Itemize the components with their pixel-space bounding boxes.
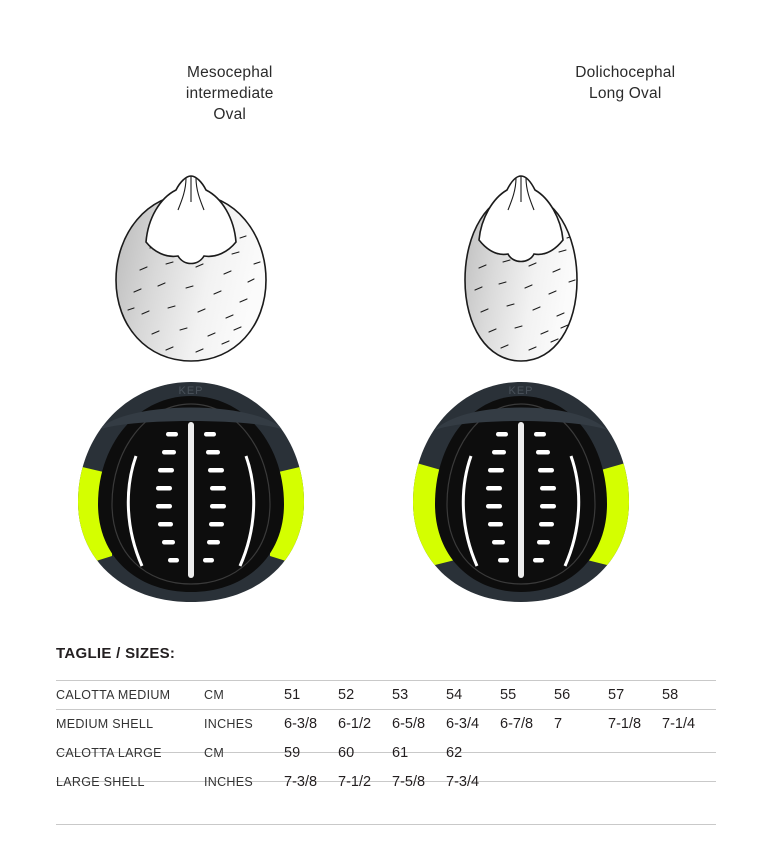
row-label: CALOTTA MEDIUM bbox=[56, 687, 171, 702]
head-type-line: Long Oval bbox=[589, 85, 662, 102]
size-value: 56 bbox=[554, 686, 571, 703]
size-value: 6-3/4 bbox=[446, 715, 480, 732]
skull-long-oval-svg bbox=[383, 130, 766, 375]
head-type-line: Oval bbox=[213, 106, 247, 123]
size-value: 7 bbox=[554, 715, 563, 732]
table-row bbox=[56, 680, 716, 709]
row-unit: CM bbox=[204, 745, 225, 760]
size-value-empty bbox=[608, 767, 662, 796]
size-value: 7-1/4 bbox=[662, 715, 696, 732]
size-value: 6-3/8 bbox=[284, 715, 318, 732]
size-value-empty bbox=[662, 738, 716, 767]
head-type-labels bbox=[0, 62, 767, 125]
brand-logo: KEP bbox=[508, 385, 534, 397]
size-value: 51 bbox=[284, 686, 301, 703]
size-value: 53 bbox=[392, 686, 409, 703]
row-label: MEDIUM SHELL bbox=[56, 716, 154, 731]
column-dolichocephal bbox=[383, 130, 766, 620]
size-value: 6-7/8 bbox=[500, 715, 534, 732]
center-channel bbox=[188, 422, 194, 578]
size-value: 6-1/2 bbox=[338, 715, 372, 732]
center-channel bbox=[518, 422, 524, 578]
head-type-line: Mesocephal bbox=[186, 64, 273, 81]
size-value: 59 bbox=[284, 744, 301, 761]
table-row bbox=[56, 767, 716, 796]
size-value: 61 bbox=[392, 744, 409, 761]
size-value: 57 bbox=[608, 686, 625, 703]
skull-illustration-mesocephal bbox=[0, 130, 383, 375]
brand-logo: KEP bbox=[178, 385, 204, 397]
size-value: 62 bbox=[446, 744, 463, 761]
table-divider bbox=[56, 824, 716, 825]
size-value-empty bbox=[554, 738, 608, 767]
table-row bbox=[56, 738, 716, 767]
sizes-title: TAGLIE / SIZES: bbox=[56, 645, 176, 662]
skull-illustration-dolichocephal bbox=[383, 130, 766, 375]
size-value-empty bbox=[500, 767, 554, 796]
helmet-interior-svg bbox=[383, 370, 766, 620]
column-mesocephal bbox=[0, 130, 383, 620]
size-value-empty bbox=[500, 738, 554, 767]
table-row bbox=[56, 709, 716, 738]
head-type-label-dolichocephal bbox=[422, 62, 767, 125]
helmet-liner-mesocephal bbox=[0, 370, 383, 620]
size-value: 52 bbox=[338, 686, 355, 703]
size-value: 55 bbox=[500, 686, 517, 703]
size-value: 7-3/4 bbox=[446, 773, 480, 790]
size-value: 7-5/8 bbox=[392, 773, 426, 790]
row-unit: INCHES bbox=[204, 774, 254, 789]
row-unit: INCHES bbox=[204, 716, 254, 731]
head-type-label-mesocephal bbox=[0, 62, 422, 125]
helmet-liner-dolichocephal bbox=[383, 370, 766, 620]
size-value: 6-5/8 bbox=[392, 715, 426, 732]
size-value: 7-1/2 bbox=[338, 773, 372, 790]
size-value-empty bbox=[554, 767, 608, 796]
head-type-line: intermediate bbox=[185, 85, 274, 102]
helmet-interior-svg bbox=[0, 370, 383, 620]
skull-oval-svg bbox=[0, 130, 383, 375]
head-type-line: Dolichocephal bbox=[575, 64, 676, 81]
size-value-empty bbox=[662, 767, 716, 796]
size-value: 58 bbox=[662, 686, 679, 703]
size-value: 7-1/8 bbox=[608, 715, 642, 732]
row-label: LARGE SHELL bbox=[56, 774, 145, 789]
row-unit: CM bbox=[204, 687, 225, 702]
sizes-table bbox=[56, 680, 716, 796]
size-value: 54 bbox=[446, 686, 463, 703]
size-value: 7-3/8 bbox=[284, 773, 318, 790]
size-value-empty bbox=[608, 738, 662, 767]
row-label: CALOTTA LARGE bbox=[56, 745, 162, 760]
illustrations bbox=[0, 130, 767, 620]
size-value: 60 bbox=[338, 744, 355, 761]
